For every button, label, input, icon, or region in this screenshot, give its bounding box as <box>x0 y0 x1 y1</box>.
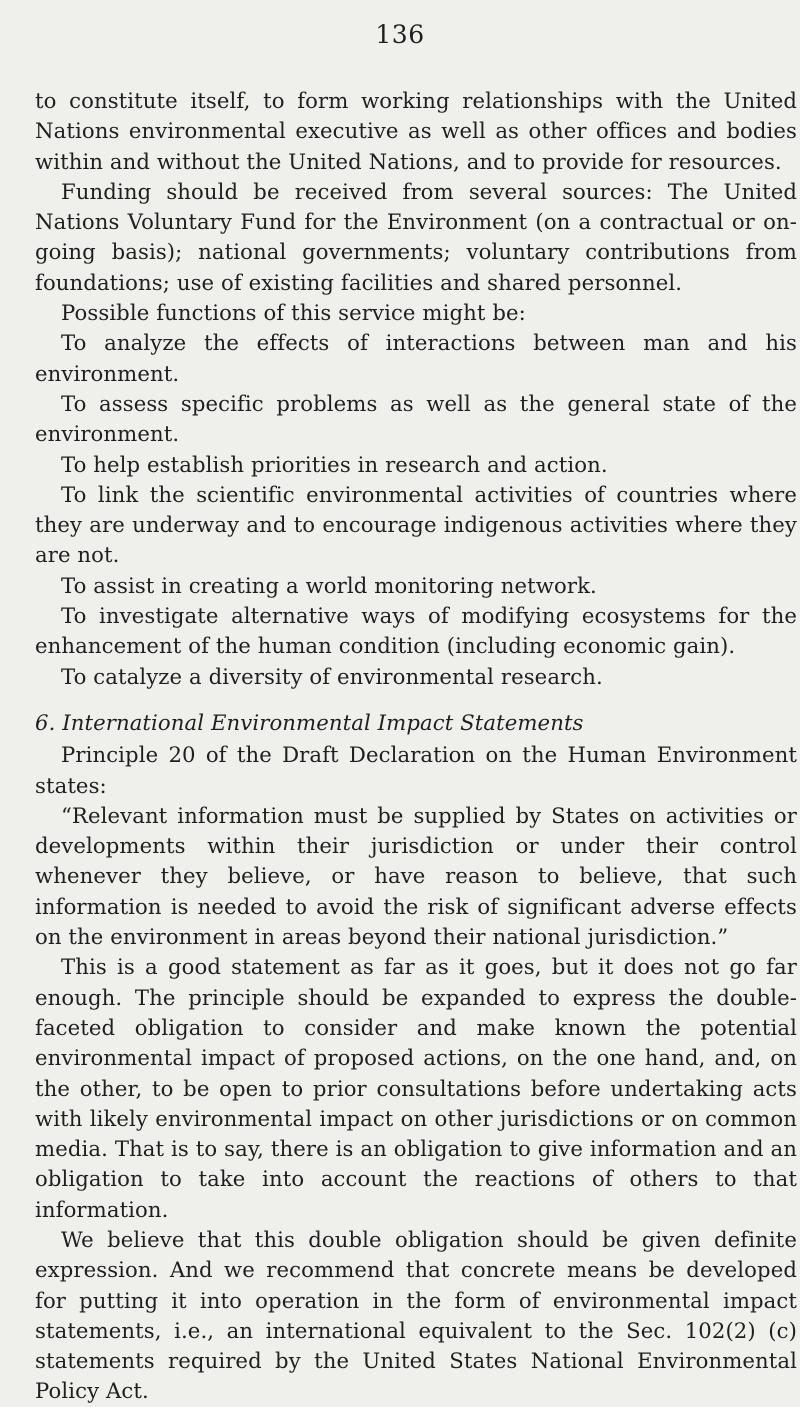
function-item: To analyze the effects of interactions between man and his environment. <box>35 330 797 386</box>
paragraph: Principle 20 of the Draft Declaration on the Human Environment states: <box>35 742 797 798</box>
paragraph: We believe that this double obligation should be given definite expression. And we recommend that concrete means be developed for putting it into operation in the form of environmental impact statements, i.e., an international equivalent to the Sec. 102(2) (c) statements required by the United States National Environmental Policy Act. <box>35 1226 797 1404</box>
paragraph: to constitute itself, to form working relationships with the United Nations environmental executive as well as other offices and bodies within and without the United Nations, and to provide for resources. <box>35 88 797 174</box>
paragraph: Funding should be received from several sources: The United Nations Voluntary Fund for the Environment (on a contractual or on-going basis); national governments; voluntary contributions from foundations; use of existing facilities and shared personnel. <box>35 178 797 295</box>
function-item: To assist in creating a world monitoring network. <box>61 572 597 598</box>
body-text <box>35 86 797 1407</box>
function-item: To investigate alternative ways of modifying ecosystems for the enhancement of the human condition (including economic gain). <box>35 603 797 659</box>
paragraph: This is a good statement as far as it goes, but it does not go far enough. The principle should be expanded to express the double-faceted obligation to consider and make known the potential environmental impact of proposed actions, on the one hand, and, on the other, to be open to prior consultations before undertaking acts with likely environmental impact on other jurisdictions or on common media. That is to say, there is an obligation to give information and an obligation to take into account the reactions of others to that information. <box>35 954 797 1222</box>
function-item: To link the scientific environmental activities of countries where they are underway and to encourage indigenous activities where they are not. <box>35 481 797 568</box>
function-item: To assess specific problems as well as the general state of the environment. <box>35 390 797 447</box>
section-heading: 6. International Environmental Impact Statements <box>35 709 584 735</box>
function-item: To help establish priorities in research and action. <box>61 451 608 477</box>
quoted-principle: “Relevant information must be supplied by States on activities or developments within their jurisdiction or under their control whenever they believe, or have reason to believe, that such information is needed to avoid the risk of significant adverse effects on the environment in areas beyond their national jurisdiction.” <box>35 802 797 950</box>
function-item: To catalyze a diversity of environmental research. <box>61 663 603 689</box>
paragraph: Possible functions of this service might be: <box>61 300 526 326</box>
page-number: 136 <box>375 20 425 49</box>
